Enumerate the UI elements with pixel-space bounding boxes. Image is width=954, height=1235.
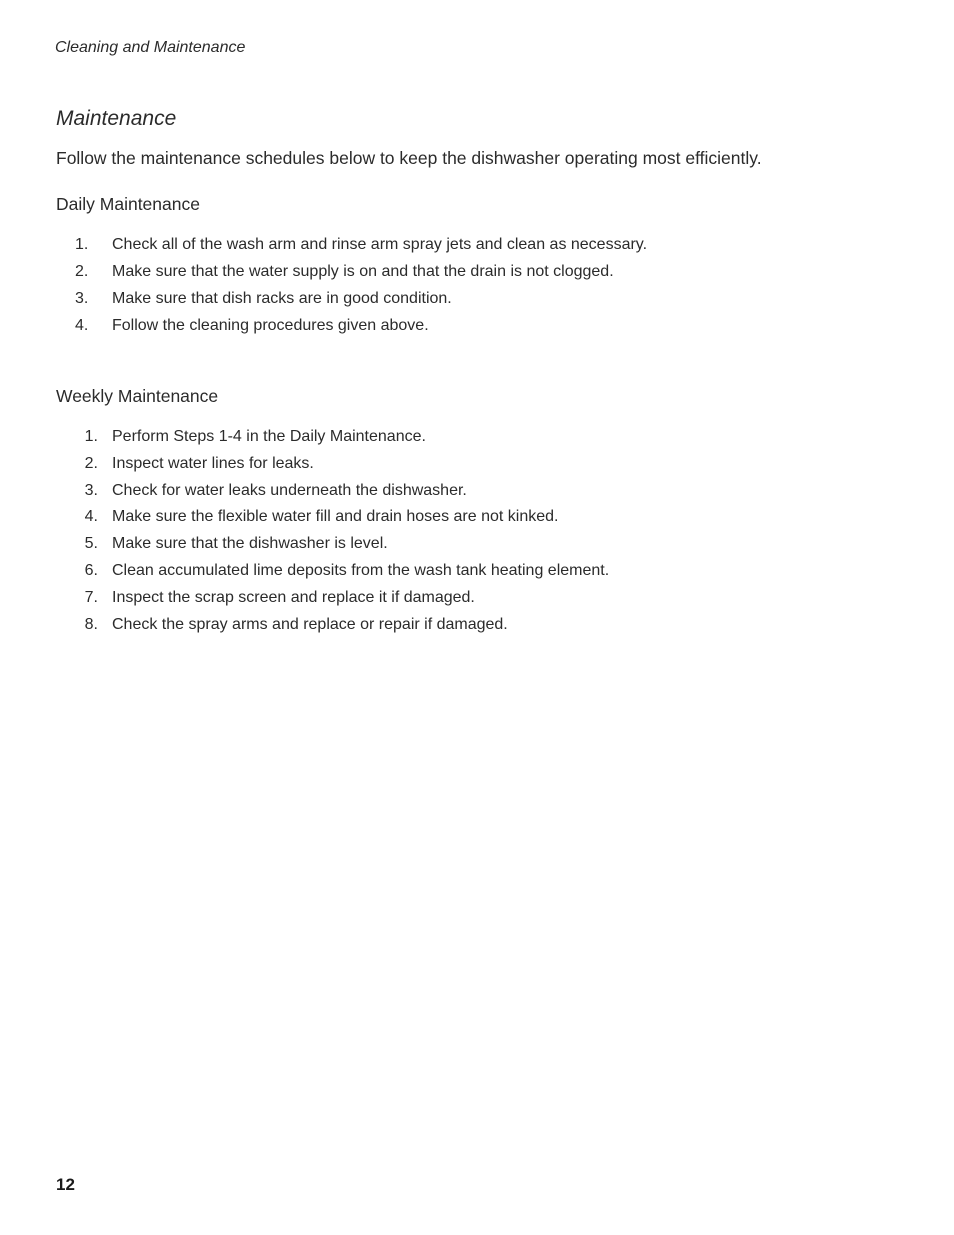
step-text: Perform Steps 1-4 in the Daily Maintenance. <box>112 428 426 445</box>
intro-paragraph: Follow the maintenance schedules below to keep the dishwasher operating most efficiently. <box>56 148 762 168</box>
step-text: Check for water leaks underneath the dishwasher. <box>112 481 467 499</box>
step-number: 6. <box>84 561 98 579</box>
step-text: Check the spray arms and replace or repair if damaged. <box>112 615 508 633</box>
step-number: 5. <box>84 535 98 553</box>
step-number: 8. <box>84 615 98 633</box>
daily-maintenance-heading: Daily Maintenance <box>56 194 200 214</box>
step-number: 7. <box>84 588 98 606</box>
step-text: Check all of the wash arm and rinse arm spray jets and clean as necessary. <box>112 236 648 253</box>
step-number: 1. <box>75 236 89 253</box>
page-number: 12 <box>56 1175 75 1194</box>
step-text: Make sure the flexible water fill and drain hoses are not kinked. <box>112 508 559 526</box>
running-header: Cleaning and Maintenance <box>55 39 246 56</box>
step-number: 4. <box>84 508 98 526</box>
step-number: 3. <box>75 290 89 307</box>
step-text: Inspect the scrap screen and replace it if damaged. <box>112 588 475 606</box>
step-text: Make sure that the water supply is on and that the drain is not clogged. <box>112 263 614 280</box>
step-text: Follow the cleaning procedures given above. <box>112 317 429 334</box>
step-number: 4. <box>75 317 89 334</box>
section-title: Maintenance <box>56 107 177 130</box>
step-text: Make sure that the dishwasher is level. <box>112 535 388 553</box>
step-number: 3. <box>84 481 98 499</box>
step-text: Clean accumulated lime deposits from the wash tank heating element. <box>112 561 610 579</box>
step-number: 2. <box>84 454 98 472</box>
step-text: Inspect water lines for leaks. <box>112 454 314 472</box>
weekly-maintenance-heading: Weekly Maintenance <box>56 386 219 406</box>
step-number: 1. <box>84 428 98 445</box>
step-number: 2. <box>75 263 89 280</box>
step-text: Make sure that dish racks are in good condition. <box>112 290 452 307</box>
